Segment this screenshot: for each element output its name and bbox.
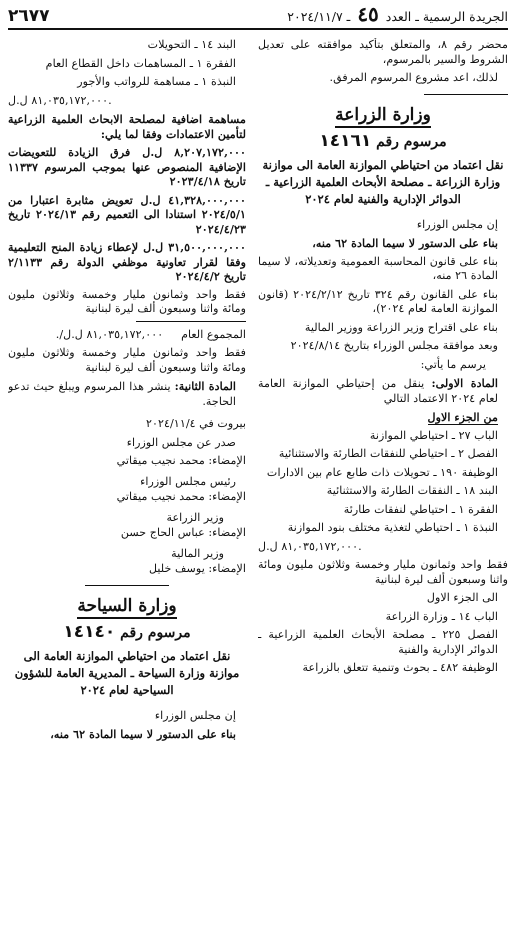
budget-line: الوظيفة ٤٨٢ ـ بحوث وتنمية تتعلق بالزراعة xyxy=(302,661,498,674)
total-words: فقط واحد وثمانون مليار وخمسة وثلاثون مليون ومائة واثنا وسبعون ألف ليرة لبنانية xyxy=(8,346,246,374)
preamble-line: بناء على الدستور لا سيما المادة ٦٢ منه، xyxy=(50,727,236,741)
right-column xyxy=(258,38,508,934)
budget-line: البند ١٤ ـ التحويلات xyxy=(147,38,236,51)
signatory-role: وزير المالية xyxy=(171,546,224,560)
issued-by: صدر عن مجلس الوزراء xyxy=(126,435,236,449)
place-date: بيروت في ٢٠٢٤/١١/٤ xyxy=(146,417,246,430)
budget-line: النبذة ١ ـ احتياطي لتغذية مختلف بنود الموازنة xyxy=(287,521,498,534)
amount: ٨١,٠٣٥,١٧٢,٠٠٠ ل.ل. xyxy=(8,93,112,107)
decree-number: مرسوم رقم ١٤١٤٠ xyxy=(63,621,191,642)
budget-line: الوظيفة ١٩٠ ـ تحويلات ذات طابع عام بين الادارات xyxy=(266,465,498,479)
decree-number: مرسوم رقم ١٤١٦١ xyxy=(319,130,447,151)
ministry-heading: وزارة السياحة xyxy=(8,596,246,616)
page-number: ٢٦٧٧ xyxy=(8,6,50,26)
preamble-line: إن مجلس الوزراء xyxy=(154,708,236,722)
signature: الإمضاء: يوسف خليل xyxy=(148,562,246,575)
decree-title: نقل اعتماد من احتياطي الموازنة العامة الى موازنة وزارة الزراعة ـ مصلحة الأبحاث العلمية الزراعية ـ الدوائر الإدارية والفنية لعام ٢٠٢٤ xyxy=(262,157,504,206)
preamble-line: يرسم ما يأتي: xyxy=(420,357,486,371)
signatory-role: وزير الزراعة xyxy=(166,510,224,524)
page-header xyxy=(8,4,508,30)
preamble-line: بناء على قانون المحاسبة العمومية وتعديلاته، لا سيما المادة ٢٦ منه، xyxy=(258,254,498,282)
amount-words: فقط واحد وثمانون مليار وخمسة وثلاثون مليون ومائة واثنا وسبعون ألف ليرة لبنانية xyxy=(8,287,246,315)
budget-line: الباب ٢٧ ـ احتياطي الموازنة xyxy=(369,428,498,442)
budget-line: البند ١٨ ـ النفقات الطارئة والاستثنائية xyxy=(326,484,498,497)
intro-line: لذلك، اعد مشروع المرسوم المرفق. xyxy=(329,71,498,84)
article-two: المادة الثانية: ينشر هذا المرسوم ويبلغ حيث تدعو الحاجة. xyxy=(8,379,236,408)
separator-line xyxy=(85,585,169,586)
budget-line: الفصل ٢٢٥ ـ مصلحة الأبحاث العلمية الزراعية ـ الدوائر الإدارية والفنية xyxy=(258,628,498,656)
budget-line: الفصل ٢ ـ احتياطي للنفقات الطارئة والاستثنائية xyxy=(278,447,498,460)
breakdown-item: ٣١,٥٠٠,٠٠٠,٠٠٠ ل.ل لإعطاء زيادة المنح التعليمية وفقا لقرار تعاونية موظفي الدولة رقم ٢/١١٣٣ تاريخ ٢٠٢٤/٤/٢ xyxy=(8,240,246,283)
signature: الإمضاء: محمد نجيب ميقاتي xyxy=(116,454,246,467)
ministry-heading: وزارة الزراعة xyxy=(258,105,508,125)
decree-title: نقل اعتماد من احتياطي الموازنة العامة الى موازنة وزارة السياحة ـ المديرية العامة للشؤون السياحية لعام ٢٠٢٤ xyxy=(14,648,240,697)
preamble-line: إن مجلس الوزراء xyxy=(416,217,498,231)
total-amount: ٨١,٠٣٥,١٧٢,٠٠٠ ل.ل/. xyxy=(55,327,164,341)
part-heading: من الجزء الاول xyxy=(427,410,498,424)
amount: ٨١,٠٣٥,١٧٢,٠٠٠ ل.ل. xyxy=(258,539,362,553)
intro-line: محضر رقم ٨، والمتعلق بتأكيد موافقته على تعديل الشروط والسير بالمرسوم، xyxy=(258,38,508,66)
breakdown-item: ٨,٢٠٧,١٧٢,٠٠٠ ل.ل فرق الزيادة للتعويضات الإضافية المنصوص عنها بموجب المرسوم ١١٣٣٧ تاريخ ٢٠٢٣/٤/١٨ xyxy=(8,145,246,188)
breakdown-item: ٤١,٣٢٨,٠٠٠,٠٠٠ ل.ل تعويض مثابرة اعتبارا من ٢٠٢٤/٥/١ استنادا الى التعميم رقم ٢٠٢٤/١٣ تاريخ ٢٠٢٤/٤/٢٣ xyxy=(8,192,246,236)
budget-line: النبذة ١ ـ مساهمة للرواتب والأجور xyxy=(77,75,236,88)
issue-number: ٤٥ xyxy=(357,2,379,26)
signature: الإمضاء: عباس الحاج حسن xyxy=(120,526,246,539)
preamble-line: بناء على القانون رقم ٣٢٤ تاريخ ٢٠٢٤/٢/١٢ (قانون الموازنة العامة لعام ٢٠٢٤)، xyxy=(258,287,499,315)
separator-line xyxy=(136,321,246,322)
gazette-title: الجريدة الرسمية ـ العدد xyxy=(385,9,508,24)
amount-words: فقط واحد وثمانون مليار وخمسة وثلاثون مليون ومائة واثنا وسبعون ألف ليرة لبنانية xyxy=(258,558,508,586)
budget-line: الفقرة ١ ـ احتياطي لنفقات طارئة xyxy=(343,502,498,516)
article-one: المادة الاولى: ينقل من إحتياطي الموازنة العامة لعام ٢٠٢٤ الاعتماد التالي xyxy=(258,376,499,405)
signatory-role: رئيس مجلس الوزراء xyxy=(140,474,236,488)
budget-line: الفقرة ١ ـ المساهمات داخل القطاع العام xyxy=(45,56,236,70)
budget-line: الباب ١٤ ـ وزارة الزراعة xyxy=(385,609,498,623)
separator-line xyxy=(424,94,508,95)
left-column xyxy=(8,38,246,934)
gazette-masthead xyxy=(287,2,508,26)
signature: الإمضاء: محمد نجيب ميقاتي xyxy=(116,490,246,503)
preamble-line: بناء على اقتراح وزير الزراعة ووزير المالية xyxy=(304,320,498,334)
total-label: المجموع العام xyxy=(181,327,246,341)
contribution-heading: مساهمة اضافية لمصلحة الابحاث العلمية الزراعية لتأمين الاعتمادات وفقا لما يلي: xyxy=(8,112,246,141)
preamble-line: بناء على الدستور لا سيما المادة ٦٢ منه، xyxy=(312,236,498,250)
to-heading: الى الجزء الاول xyxy=(426,591,498,604)
total-line xyxy=(8,328,246,343)
issue-date: ـ ٢٠٢٤/١١/٧ xyxy=(287,9,351,24)
preamble-line: وبعد موافقة مجلس الوزراء بتاريخ ٢٠٢٤/٨/١٤ xyxy=(290,339,498,352)
